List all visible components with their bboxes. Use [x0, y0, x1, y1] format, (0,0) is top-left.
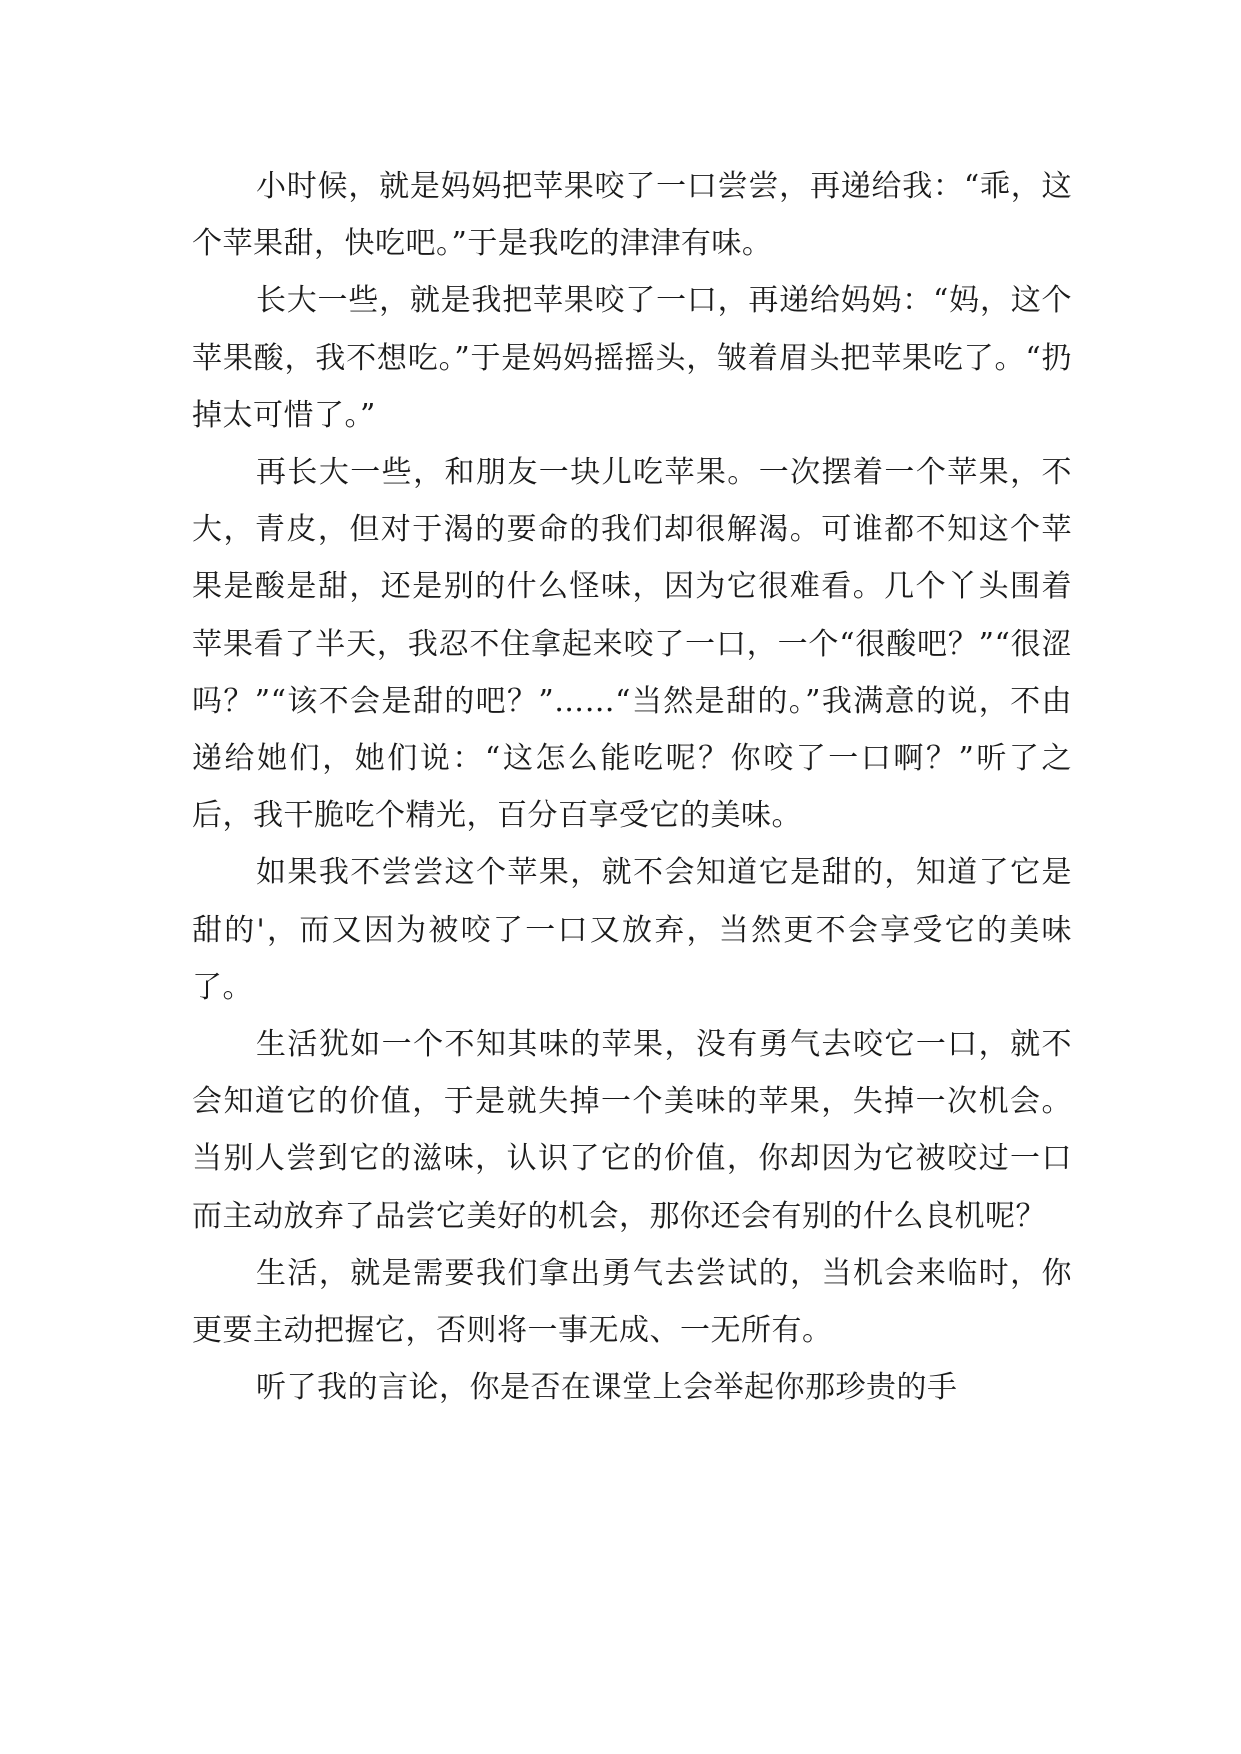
- paragraph-childhood: 小时候，就是妈妈把苹果咬了一口尝尝，再递给我：“乖，这个苹果甜，快吃吧。”于是我吃的津津有味。: [192, 169, 1072, 262]
- paragraph-reflection: 如果我不尝尝这个苹果，就不会知道它是甜的，知道了它是甜的'，而又因为被咬了一口又放弃，当然更不会享受它的美味了。: [192, 855, 1072, 1005]
- paragraph-with-friends: 再长大一些，和朋友一块儿吃苹果。一次摆着一个苹果，不大，青皮，但对于渴的要命的我们却很解渴。可谁都不知这个苹果是酸是甜，还是别的什么怪味，因为它很难看。几个丫头围着苹果看了半天，我忍不住拿起来咬了一口，一个“很酸吧？”“很涩吗？”“该不会是甜的吧？”……“当然是甜的。”我满意的说，不由递给她们，她们说：“这怎么能吃呢？你咬了一口啊？”听了之后，我干脆吃个精光，百分百享受它的美味。: [192, 455, 1072, 834]
- paragraph-growing-up: 长大一些，就是我把苹果咬了一口，再递给妈妈：“妈，这个苹果酸，我不想吃。”于是妈妈摇摇头，皱着眉头把苹果吃了。“扔掉太可惜了。”: [192, 283, 1072, 433]
- paragraph-closing: 听了我的言论，你是否在课堂上会举起你那珍贵的手: [256, 1370, 958, 1406]
- paragraph-life-metaphor: 生活犹如一个不知其味的苹果，没有勇气去咬它一口，就不会知道它的价值，于是就失掉一个美味的苹果，失掉一次机会。当别人尝到它的滋味，认识了它的价值，你却因为它被咬过一口而主动放弃了品尝它美好的机会，那你还会有别的什么良机呢？: [192, 1027, 1072, 1234]
- paragraph-courage: 生活，就是需要我们拿出勇气去尝试的，当机会来临时，你更要主动把握它，否则将一事无成、一无所有。: [192, 1255, 1072, 1349]
- document-body: [192, 158, 1072, 1416]
